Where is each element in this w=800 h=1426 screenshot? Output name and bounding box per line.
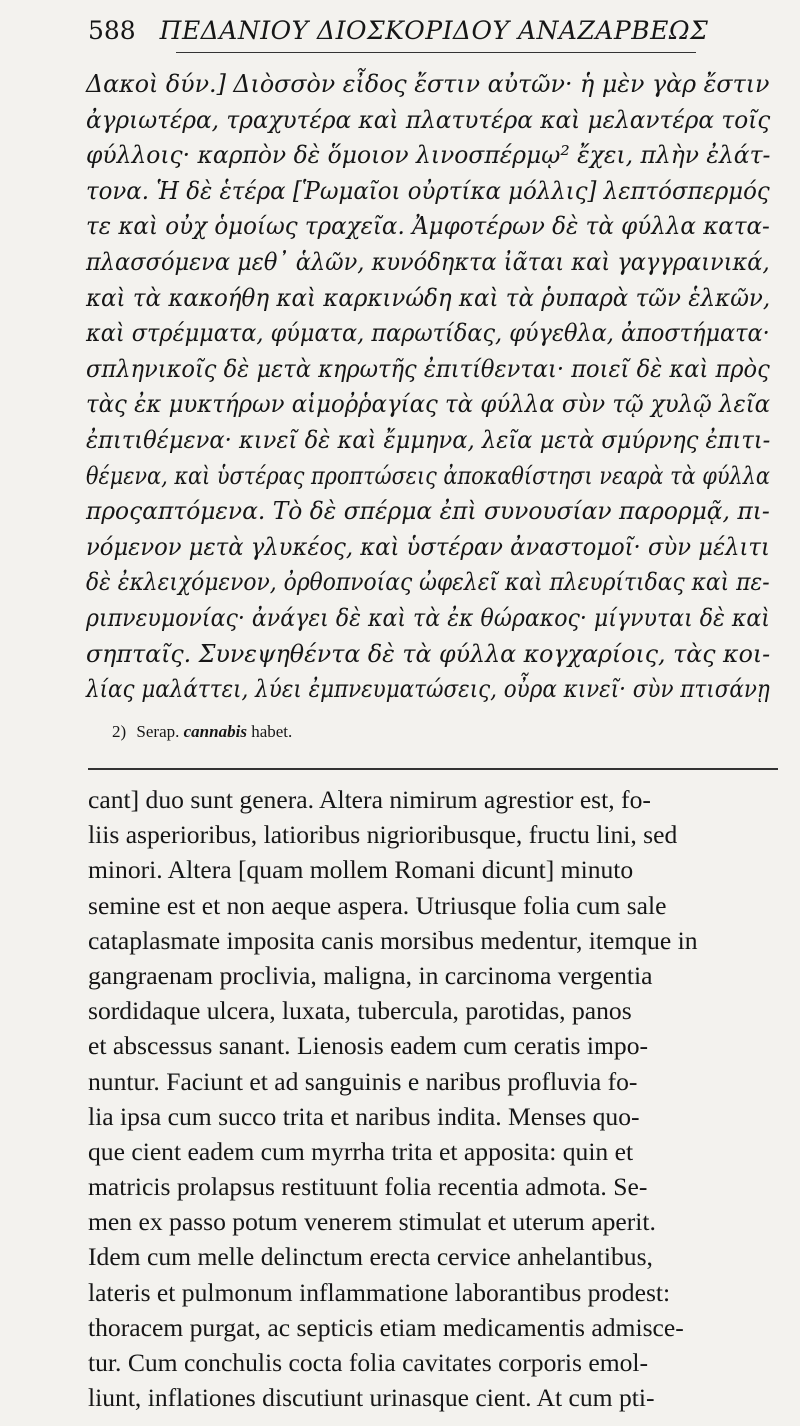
greek-text-line: ἀγριωτέρα, τραχυτέρα καὶ πλατυτέρα καὶ μελαντέρα τοῖς (86, 104, 771, 134)
latin-text-line: matricis prolapsus restituunt folia recentia admota. Se- (88, 1172, 648, 1202)
latin-text-line: liunt, inflationes discutiunt urinasque cient. At cum pti- (88, 1383, 655, 1413)
running-title: ΠΕΔΑΝΙΟΥ ΔΙΟΣΚΟΡΙΔΟΥ ΑΝΑΖΑΡΒΕΩΣ (159, 16, 709, 45)
greek-text-line: λίας μαλάττει, λύει ἐμπνευματώσεις, οὖρα κινεῖ· σὺν πτισάνῃ (86, 674, 770, 704)
greek-text-line: σπληνικοῖς δὲ μετὰ κηρωτῆς ἐπιτίθενται· ποιεῖ δὲ καὶ πρὸς (86, 353, 770, 383)
greek-text-line: σηπταῖς. Συνεψηθέντα δὲ τὰ φύλλα κογχαρίοις, τὰς κοι- (86, 638, 771, 668)
greek-text-line: θέμενα, καὶ ὑστέρας προπτώσεις ἀποκαθίστησι νεαρὰ τὰ φύλλα (86, 460, 770, 490)
latin-text-line: lia ipsa cum succo trita et naribus indita. Menses quo- (88, 1101, 640, 1131)
greek-text-line: ἐπιτιθέμενα· κινεῖ δὲ καὶ ἔμμηνα, λεῖα μετὰ σμύρνης ἐπιτι- (86, 424, 771, 454)
page-header (88, 16, 709, 45)
greek-text-line: δὲ ἐκλειχόμενον, ὀρθοπνοίας ὠφελεῖ καὶ πλευρίτιδας καὶ πε- (86, 567, 770, 597)
footnote (112, 722, 712, 742)
latin-text-line: minori. Altera [quam mollem Romani dicunt] minuto (88, 855, 634, 885)
greek-text-line: πλασσόμενα μεθ᾽ ἁλῶν, κυνόδηκτα ἰᾶται καὶ γαγγραινικά, (86, 246, 770, 276)
latin-text-line: nuntur. Faciunt et ad sanguinis e naribus profluvia fo- (88, 1066, 638, 1096)
footnote-marker: 2) (112, 722, 127, 741)
greek-text-line: φύλλοις· καρπὸν δὲ ὅμοιον λινοσπέρμῳ² ἔχει, πλὴν ἐλάτ- (86, 140, 771, 170)
latin-text-line: gangraenam proclivia, maligna, in carcinoma vergentia (88, 960, 653, 990)
section-divider (88, 768, 778, 770)
latin-text-line: men ex passo potum venerem stimulat et uterum aperit. (88, 1207, 656, 1237)
latin-text-line: semine est et non aeque aspera. Utriusque folia cum sale (88, 890, 667, 920)
greek-text-line: ριπνευμονίας· ἀνάγει δὲ καὶ τὰ ἐκ θώρακος· μίγνυται δὲ καὶ (86, 602, 770, 632)
greek-text-line: τὰς ἐκ μυκτήρων αἱμοῤῥαγίας τὰ φύλλα σὺν τῷ χυλῷ λεῖα (86, 389, 771, 419)
footnote-term: cannabis (183, 722, 247, 741)
greek-text-line: προςαπτόμενα. Τὸ δὲ σπέρμα ἐπὶ συνουσίαν παρορμᾷ, πι- (86, 496, 770, 526)
latin-text-line: thoracem purgat, ac septicis etiam medicamentis admisce- (88, 1312, 684, 1342)
greek-text-block (86, 66, 770, 707)
footnote-source: Serap. (136, 722, 180, 741)
greek-text-line: τονα. Ἡ δὲ ἑτέρα [Ῥωμαῖοι οὐρτίκα μόλλις] λεπτόσπερμός (86, 175, 770, 205)
latin-text-line: liis asperioribus, latioribus nigrioribusque, fructu lini, sed (88, 820, 678, 850)
greek-text-line: καὶ τὰ κακοήθη καὶ καρκινώδη καὶ τὰ ῥυπαρὰ τῶν ἑλκῶν, (86, 282, 771, 312)
header-rule (176, 52, 696, 53)
latin-text-line: lateris et pulmonum inflammatione laborantibus prodest: (88, 1277, 671, 1307)
latin-text-line: tur. Cum conchulis cocta folia cavitates corporis emol- (88, 1348, 649, 1377)
latin-text-line: cataplasmate imposita canis morsibus medentur, itemque in (88, 925, 698, 955)
greek-text-line: τε καὶ οὐχ ὁμοίως τραχεῖα. Ἀμφοτέρων δὲ τὰ φύλλα κατα- (86, 211, 770, 241)
page-number: 588 (88, 16, 136, 45)
greek-text-line: νόμενον μετὰ γλυκέος, καὶ ὑστέραν ἀναστομοῖ· σὺν μέλιτι (86, 531, 770, 561)
latin-text-block (88, 782, 768, 1415)
latin-text-line: et abscessus sanant. Lienosis eadem cum ceratis impo- (88, 1031, 649, 1061)
greek-text-line: καὶ στρέμματα, φύματα, παρωτίδας, φύγεθλα, ἀποστήματα· (86, 318, 770, 348)
latin-text-line: que cient eadem cum myrrha trita et apposita: quin et (88, 1136, 634, 1166)
latin-text-line: Idem cum melle delinctum erecta cervice anhelantibus, (88, 1242, 653, 1272)
greek-text-line: Δακοὶ δύν.] Διὸσσὸν εἶδος ἔστιν αὐτῶν· ἡ μὲν γὰρ ἔστιν (86, 69, 770, 98)
footnote-rest: habet. (251, 722, 293, 741)
latin-text-line: sordidaque ulcera, luxata, tubercula, parotidas, panos (88, 996, 632, 1026)
latin-text-line: cant] duo sunt genera. Altera nimirum agrestior est, fo- (88, 785, 651, 814)
